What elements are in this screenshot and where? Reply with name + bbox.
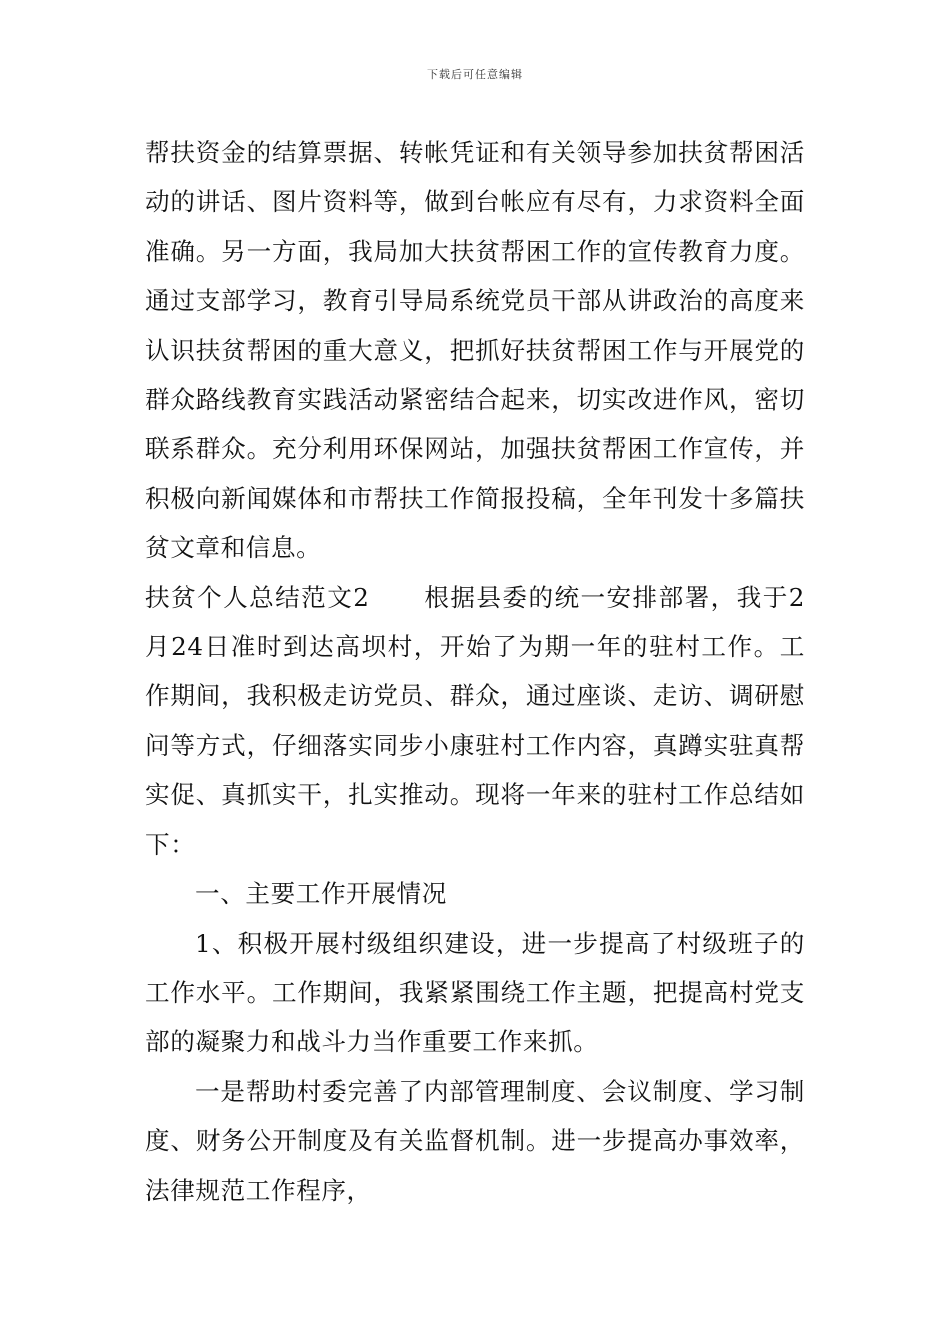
sample-intro: 根据县委的统一安排部署，我于2月24日准时到达高坝村，开始了为期一年的驻村工作。工作期间，我积极走访党员、群众，通过座谈、走访、调研慰问等方式，仔细落实同步小康驻村工作内容，真蹲实驻真帮实促、真抓实干，扎实推动。现将一年来的驻村工作总结如下： — [145, 582, 805, 859]
paragraph-funding-records: 帮扶资金的结算票据、转帐凭证和有关领导参加扶贫帮困活动的讲话、图片资料等，做到台帐应有尽有，力求资料全面准确。另一方面，我局加大扶贫帮困工作的宣传教育力度。通过支部学习，教育引导局系统党员干部从讲政治的高度来认识扶贫帮困的重大意义，把抓好扶贫帮困工作与开展党的群众路线教育实践活动紧密结合起来，切实改进作风，密切联系群众。充分利用环保网站，加强扶贫帮困工作宣传，并积极向新闻媒体和市帮扶工作简报投稿，全年刊发十多篇扶贫文章和信息。 — [145, 138, 805, 563]
paragraph-item-1: 1、积极开展村级组织建设，进一步提高了村级班子的工作水平。工作期间，我紧紧围绕工作主题，把提高村党支部的凝聚力和战斗力当作重要工作来抓。 — [145, 928, 805, 1057]
sample-title: 扶贫个人总结范文2 — [145, 582, 370, 612]
paragraph-sample-2 — [145, 573, 805, 869]
section-heading-main-work: 一、主要工作开展情况 — [195, 879, 447, 909]
document-body — [145, 128, 805, 1215]
page-header: 下载后可任意编辑 — [427, 68, 523, 81]
paragraph-point-1: 一是帮助村委完善了内部管理制度、会议制度、学习制度、财务公开制度及有关监督机制。进一步提高办事效率，法律规范工作程序， — [145, 1076, 805, 1205]
